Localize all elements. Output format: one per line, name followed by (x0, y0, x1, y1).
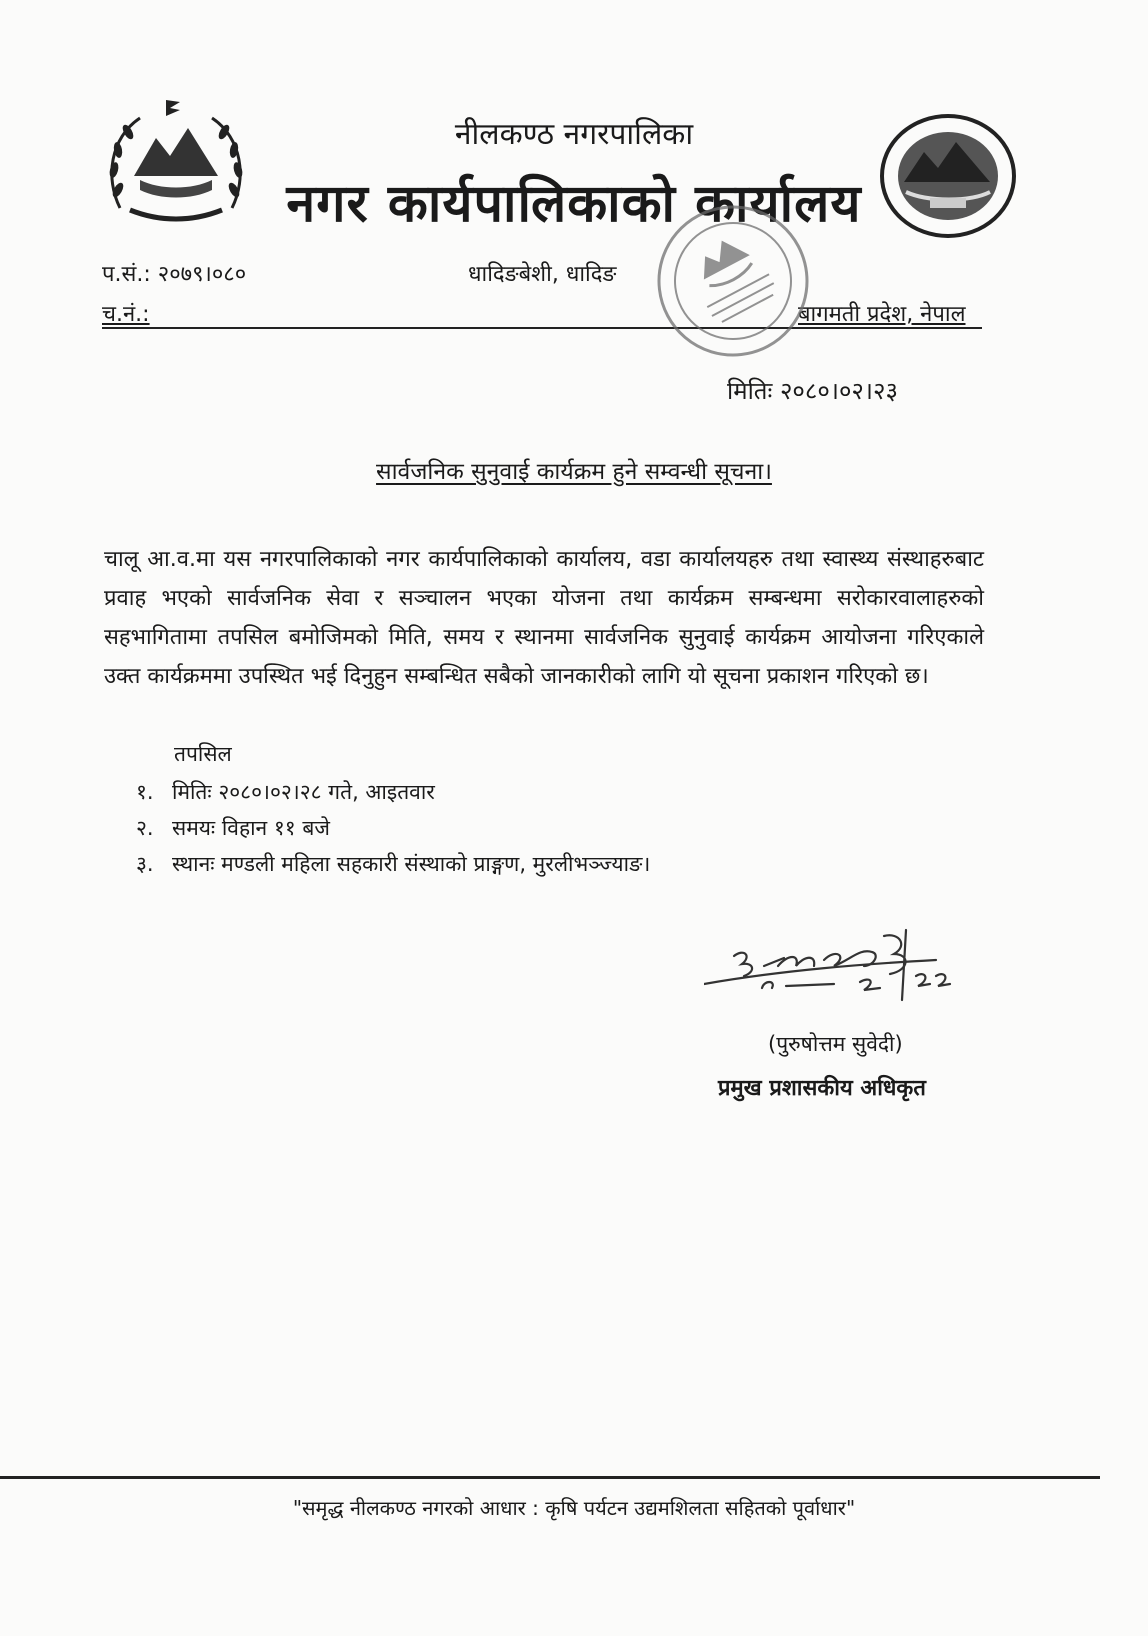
list-item-number: ३. (136, 852, 154, 876)
notice-subject (0, 454, 1148, 486)
notice-subject-text: सार्वजनिक सुनुवाई कार्यक्रम हुने सम्वन्धी सूचना। (376, 459, 772, 485)
header-divider (102, 327, 982, 329)
handwritten-signature-icon (704, 926, 984, 1036)
municipality-name: नीलकण्ठ नगरपालिका (454, 117, 694, 152)
footer-motto: "समृद्ध नीलकण्ठ नगरको आधार : कृषि पर्यटन उद्यमशिलता सहितको पूर्वाधार" (292, 1496, 856, 1520)
list-item (136, 810, 650, 846)
chalani-number: च.नं.: (102, 302, 150, 327)
list-item-number: १. (136, 780, 154, 804)
office-stamp-icon (648, 196, 818, 366)
list-item (136, 846, 650, 882)
list-item-text: समयः विहान ११ बजे (172, 816, 330, 840)
office-title: नगर कार्यपालिकाको कार्यालय (286, 174, 862, 234)
address-line-1: धादिङबेशी, धादिङ (468, 262, 617, 287)
address-line-2: बागमती प्रदेश, नेपाल (798, 302, 966, 327)
notice-body: चालू आ.व.मा यस नगरपालिकाको नगर कार्यपालिकाको कार्यालय, वडा कार्यालयहरु तथा स्वास्थ्य संस्थाहरुबाट प्रवाह भएको सार्वजनिक सेवा र सञ्चालन भएका योजना तथा कार्यक्रम सम्बन्धमा सरोकारवालाहरुको सहभागितामा तपसिल बमोजिमको मिति, समय र स्थानमा सार्वजनिक सुनुवाई कार्यक्रम आयोजना गरिएकाले उक्त कार्यक्रममा उपस्थित भई दिनुहुन सम्बन्धित सबैको जानकारीको लागि यो सूचना प्रकाशन गरिएको छ। (104, 547, 984, 689)
signatory-title: प्रमुख प्रशासकीय अधिकृत (718, 1076, 926, 1101)
details-heading: तपसिल (174, 742, 232, 766)
reference-number: प.सं.: २०७९।०८० (102, 262, 247, 287)
signatory-name: (पुरुषोत्तम सुवेदी) (768, 1032, 903, 1056)
details-list (136, 774, 650, 882)
list-item-text: स्थानः मण्डली महिला सहकारी संस्थाको प्राङ्गण, मुरलीभञ्ज्याङ। (172, 852, 651, 876)
document-date: मितिः २०८०।०२।२३ (727, 377, 898, 405)
list-item-number: २. (136, 816, 154, 840)
list-item-text: मितिः २०८०।०२।२८ गते, आइतवार (172, 780, 435, 804)
list-item (136, 774, 650, 810)
footer-divider (0, 1476, 1100, 1479)
